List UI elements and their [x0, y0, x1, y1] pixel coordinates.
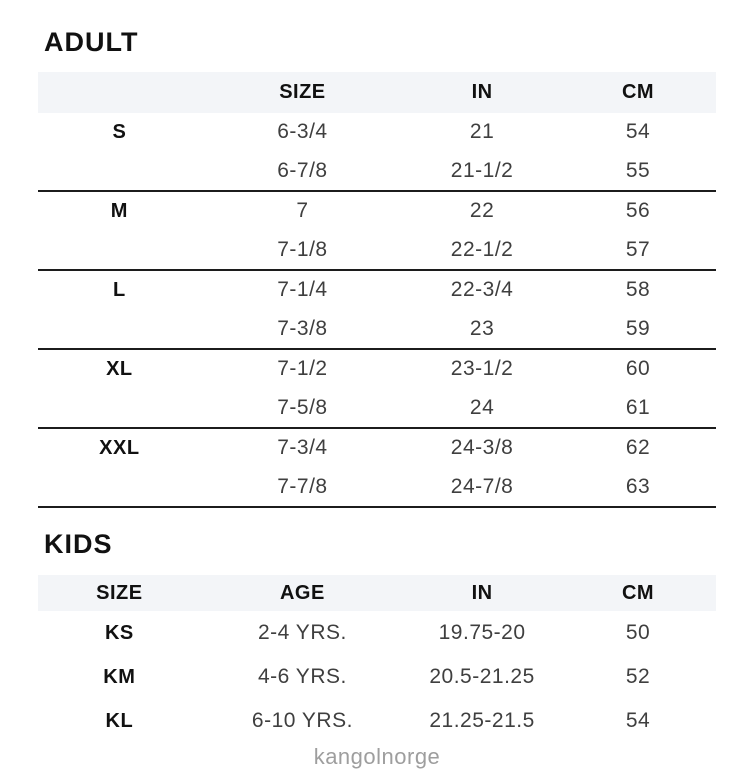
adult-section-title: ADULT: [44, 27, 139, 57]
table-row: [38, 350, 716, 389]
table-row: [38, 192, 716, 231]
cm-value: 50: [625, 621, 651, 644]
cm-value: 59: [625, 316, 651, 340]
size-label: XL: [106, 357, 133, 380]
table-row: [38, 152, 716, 191]
size-label: KM: [103, 665, 136, 688]
inches-value: 19.75-20: [438, 621, 526, 644]
adult-col-header-in: IN: [471, 81, 493, 103]
brand-watermark: kangolnorge: [313, 744, 441, 769]
cm-value: 62: [625, 436, 651, 460]
kids-section-title: KIDS: [44, 529, 113, 559]
adult-size-group-m: [38, 192, 716, 271]
kids-col-header-in: IN: [471, 581, 493, 604]
inches-value: 24-7/8: [450, 474, 514, 498]
size-label: M: [110, 199, 128, 222]
hat-size-value: 7-7/8: [277, 474, 328, 498]
size-label: XXL: [99, 436, 140, 459]
cm-value: 56: [625, 199, 651, 223]
cm-value: 60: [625, 357, 651, 381]
table-row: [38, 310, 716, 349]
hat-size-value: 7-1/2: [277, 357, 328, 381]
cm-value: 61: [625, 395, 651, 419]
adult-col-header-cm: CM: [621, 81, 655, 103]
inches-value: 23: [469, 316, 495, 340]
cm-value: 58: [625, 278, 651, 302]
adult-size-group-s: [38, 113, 716, 192]
inches-value: 22-1/2: [450, 237, 514, 261]
inches-value: 21.25-21.5: [429, 709, 535, 732]
inches-value: 20.5-21.25: [429, 665, 535, 688]
table-row: [38, 699, 716, 743]
cm-value: 54: [625, 709, 651, 732]
adult-size-group-xxl: [38, 429, 716, 508]
table-row: [38, 655, 716, 699]
adult-col-header-size: SIZE: [279, 81, 326, 103]
hat-size-value: 6-3/4: [277, 120, 328, 144]
kids-col-header-age: AGE: [279, 581, 325, 604]
hat-size-value: 7-1/8: [277, 237, 328, 261]
size-label: KL: [105, 709, 134, 732]
adult-size-group-xl: [38, 350, 716, 429]
hat-size-value: 7-3/4: [277, 436, 328, 460]
table-row: [38, 113, 716, 152]
inches-value: 23-1/2: [450, 357, 514, 381]
cm-value: 55: [625, 158, 651, 182]
hat-size-value: 6-7/8: [277, 158, 328, 182]
table-row: [38, 389, 716, 428]
age-value: 2-4 YRS.: [258, 621, 347, 644]
inches-value: 21-1/2: [450, 158, 514, 182]
cm-value: 54: [625, 120, 651, 144]
inches-value: 22-3/4: [450, 278, 514, 302]
table-row: [38, 271, 716, 310]
adult-size-table: [38, 72, 716, 508]
inches-value: 24-3/8: [450, 436, 514, 460]
kids-size-table: [38, 575, 716, 743]
cm-value: 57: [625, 237, 651, 261]
hat-size-value: 7: [296, 199, 309, 223]
adult-table-header-row: [38, 72, 716, 113]
hat-size-value: 7-1/4: [277, 278, 328, 302]
cm-value: 63: [625, 474, 651, 498]
adult-size-group-l: [38, 271, 716, 350]
hat-size-value: 7-5/8: [277, 395, 328, 419]
table-row: [38, 429, 716, 468]
size-label: S: [112, 120, 127, 143]
age-value: 4-6 YRS.: [258, 665, 347, 688]
table-row: [38, 231, 716, 270]
inches-value: 24: [469, 395, 495, 419]
size-label: KS: [104, 621, 134, 644]
age-value: 6-10 YRS.: [251, 709, 353, 732]
hat-size-value: 7-3/8: [277, 316, 328, 340]
cm-value: 52: [625, 665, 651, 688]
inches-value: 22: [469, 199, 495, 223]
kids-table-header-row: [38, 575, 716, 611]
inches-value: 21: [469, 120, 495, 144]
kids-col-header-size: SIZE: [96, 581, 143, 604]
table-row: [38, 468, 716, 507]
table-row: [38, 611, 716, 655]
kids-col-header-cm: CM: [621, 581, 655, 604]
size-label: L: [113, 278, 126, 301]
